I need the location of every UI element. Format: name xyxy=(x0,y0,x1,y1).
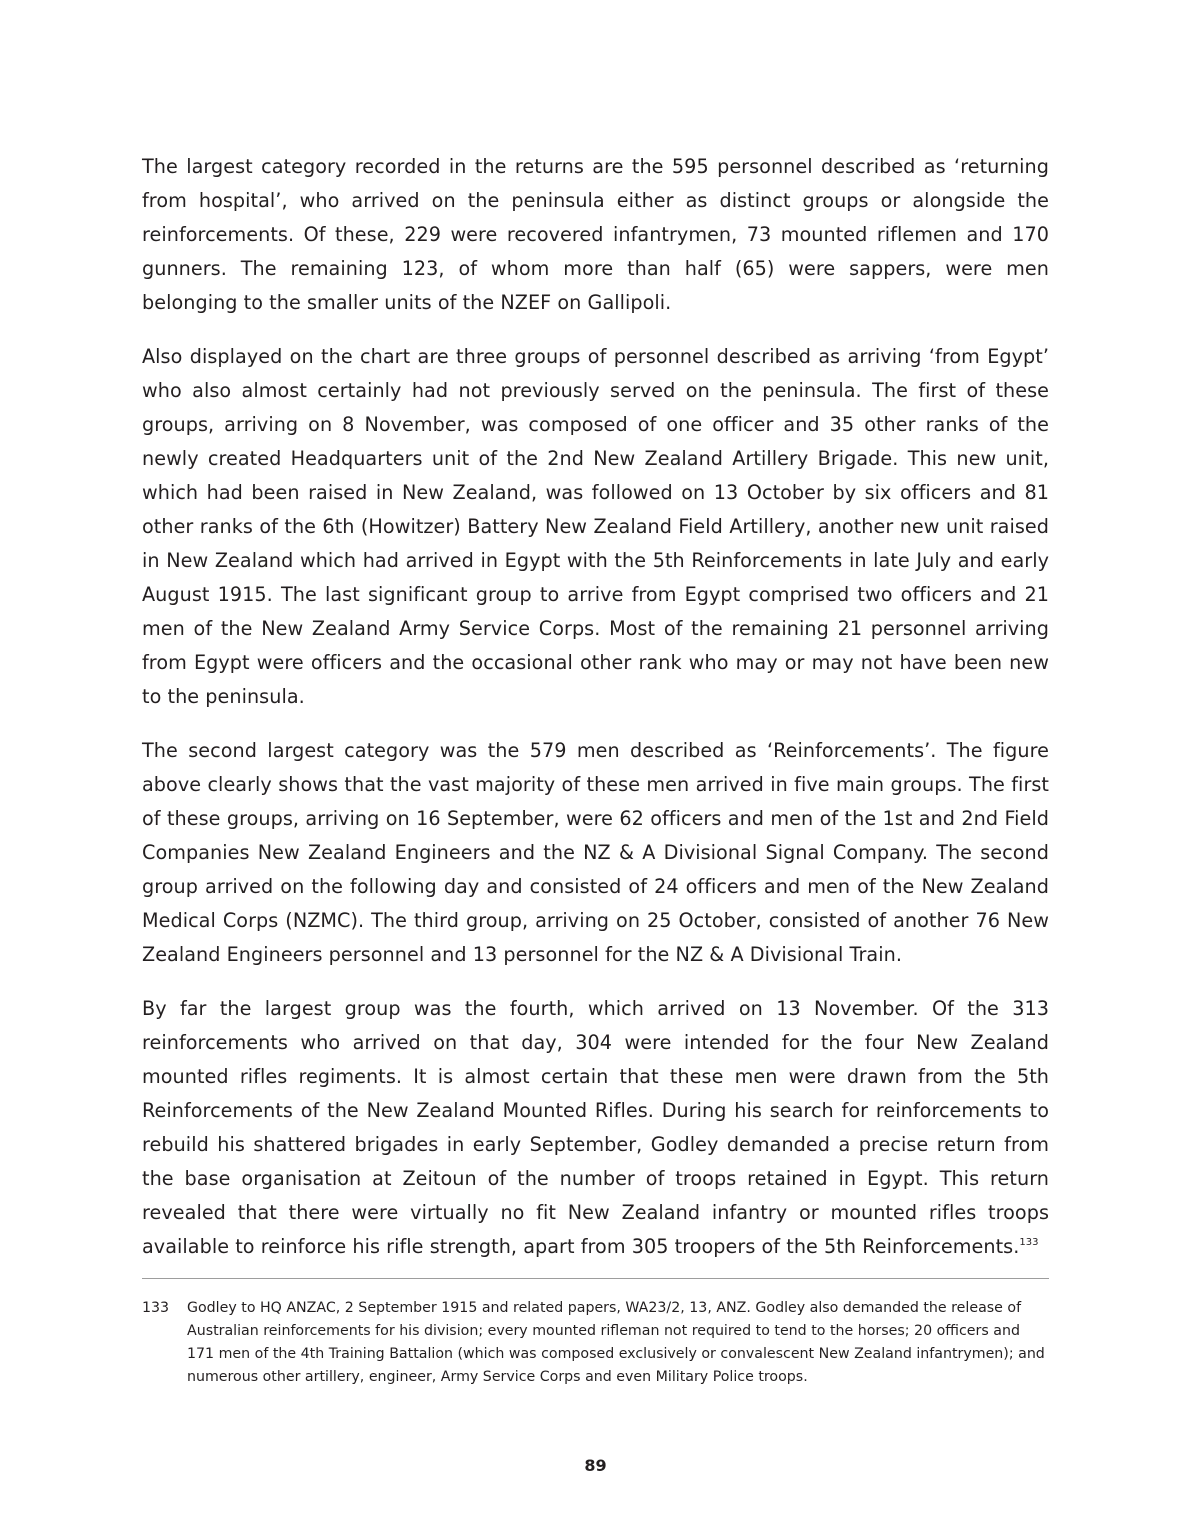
page-number: 89 xyxy=(584,1456,607,1475)
footnote xyxy=(142,1297,1049,1389)
footnote-reference: 133 xyxy=(1019,1236,1039,1248)
footnote-text: Godley to HQ ANZAC, 2 September 1915 and related papers, WA23/2, 13, ANZ. Godley also demanded the release of Australian reinforcements for his division; every mounted rifleman not required to tend to the horses; 20 officers and 171 men of the 4th Training Battalion (which was composed exclusively or convalescent New Zealand infantrymen); and numerous other artillery, engineer, Army Service Corps and even Military Police troops. xyxy=(187,1300,1045,1385)
paragraph-2: Also displayed on the chart are three groups of personnel described as arriving ‘from Egypt’ who also almost certainly had not previously served on the peninsula. The first of these groups, arriving on 8 November, was composed of one officer and 35 other ranks of the newly created Headquarters unit of the 2nd New Zealand Artillery Brigade. This new unit, which had been raised in New Zealand, was followed on 13 October by six officers and 81 other ranks of the 6th (Howitzer) Battery New Zealand Field Artillery, another new unit raised in New Zealand which had arrived in Egypt with the 5th Reinforcements in late July and early August 1915. The last significant group to arrive from Egypt comprised two officers and 21 men of the New Zealand Army Service Corps. Most of the remaining 21 personnel arriving from Egypt were officers and the occasional other rank who may or may not have been new to the peninsula. xyxy=(142,345,1049,708)
footnote-divider xyxy=(142,1278,1049,1279)
body-text xyxy=(142,150,1049,1284)
paragraph-1: The largest category recorded in the returns are the 595 personnel described as ‘returning from hospital’, who arrived on the peninsula either as distinct groups or alongside the reinforcements. Of these, 229 were recovered infantrymen, 73 mounted riflemen and 170 gunners. The remaining 123, of whom more than half (65) were sappers, were men belonging to the smaller units of the NZEF on Gallipoli. xyxy=(142,155,1049,314)
paragraph-3: The second largest category was the 579 men described as ‘Reinforcements’. The figure above clearly shows that the vast majority of these men arrived in five main groups. The first of these groups, arriving on 16 September, were 62 officers and men of the 1st and 2nd Field Companies New Zealand Engineers and the NZ & A Divisional Signal Company. The second group arrived on the following day and consisted of 24 officers and men of the New Zealand Medical Corps (NZMC). The third group, arriving on 25 October, consisted of another 76 New Zealand Engineers personnel and 13 personnel for the NZ & A Divisional Train. xyxy=(142,739,1049,966)
paragraph-4 xyxy=(142,992,1049,1264)
paragraph-4-text: By far the largest group was the fourth, which arrived on 13 November. Of the 313 reinforcements who arrived on that day, 304 were intended for the four New Zealand mounted rifles regiments. It is almost certain that these men were drawn from the 5th Reinforcements of the New Zealand Mounted Rifles. During his search for reinforcements to rebuild his shattered brigades in early September, Godley demanded a precise return from the base organisation at Zeitoun of the number of troops retained in Egypt. This return revealed that there were virtually no fit New Zealand infantry or mounted rifles troops available to reinforce his rifle strength, apart from 305 troopers of the 5th Reinforcements. xyxy=(142,997,1049,1258)
footnote-number: 133 xyxy=(142,1300,170,1316)
